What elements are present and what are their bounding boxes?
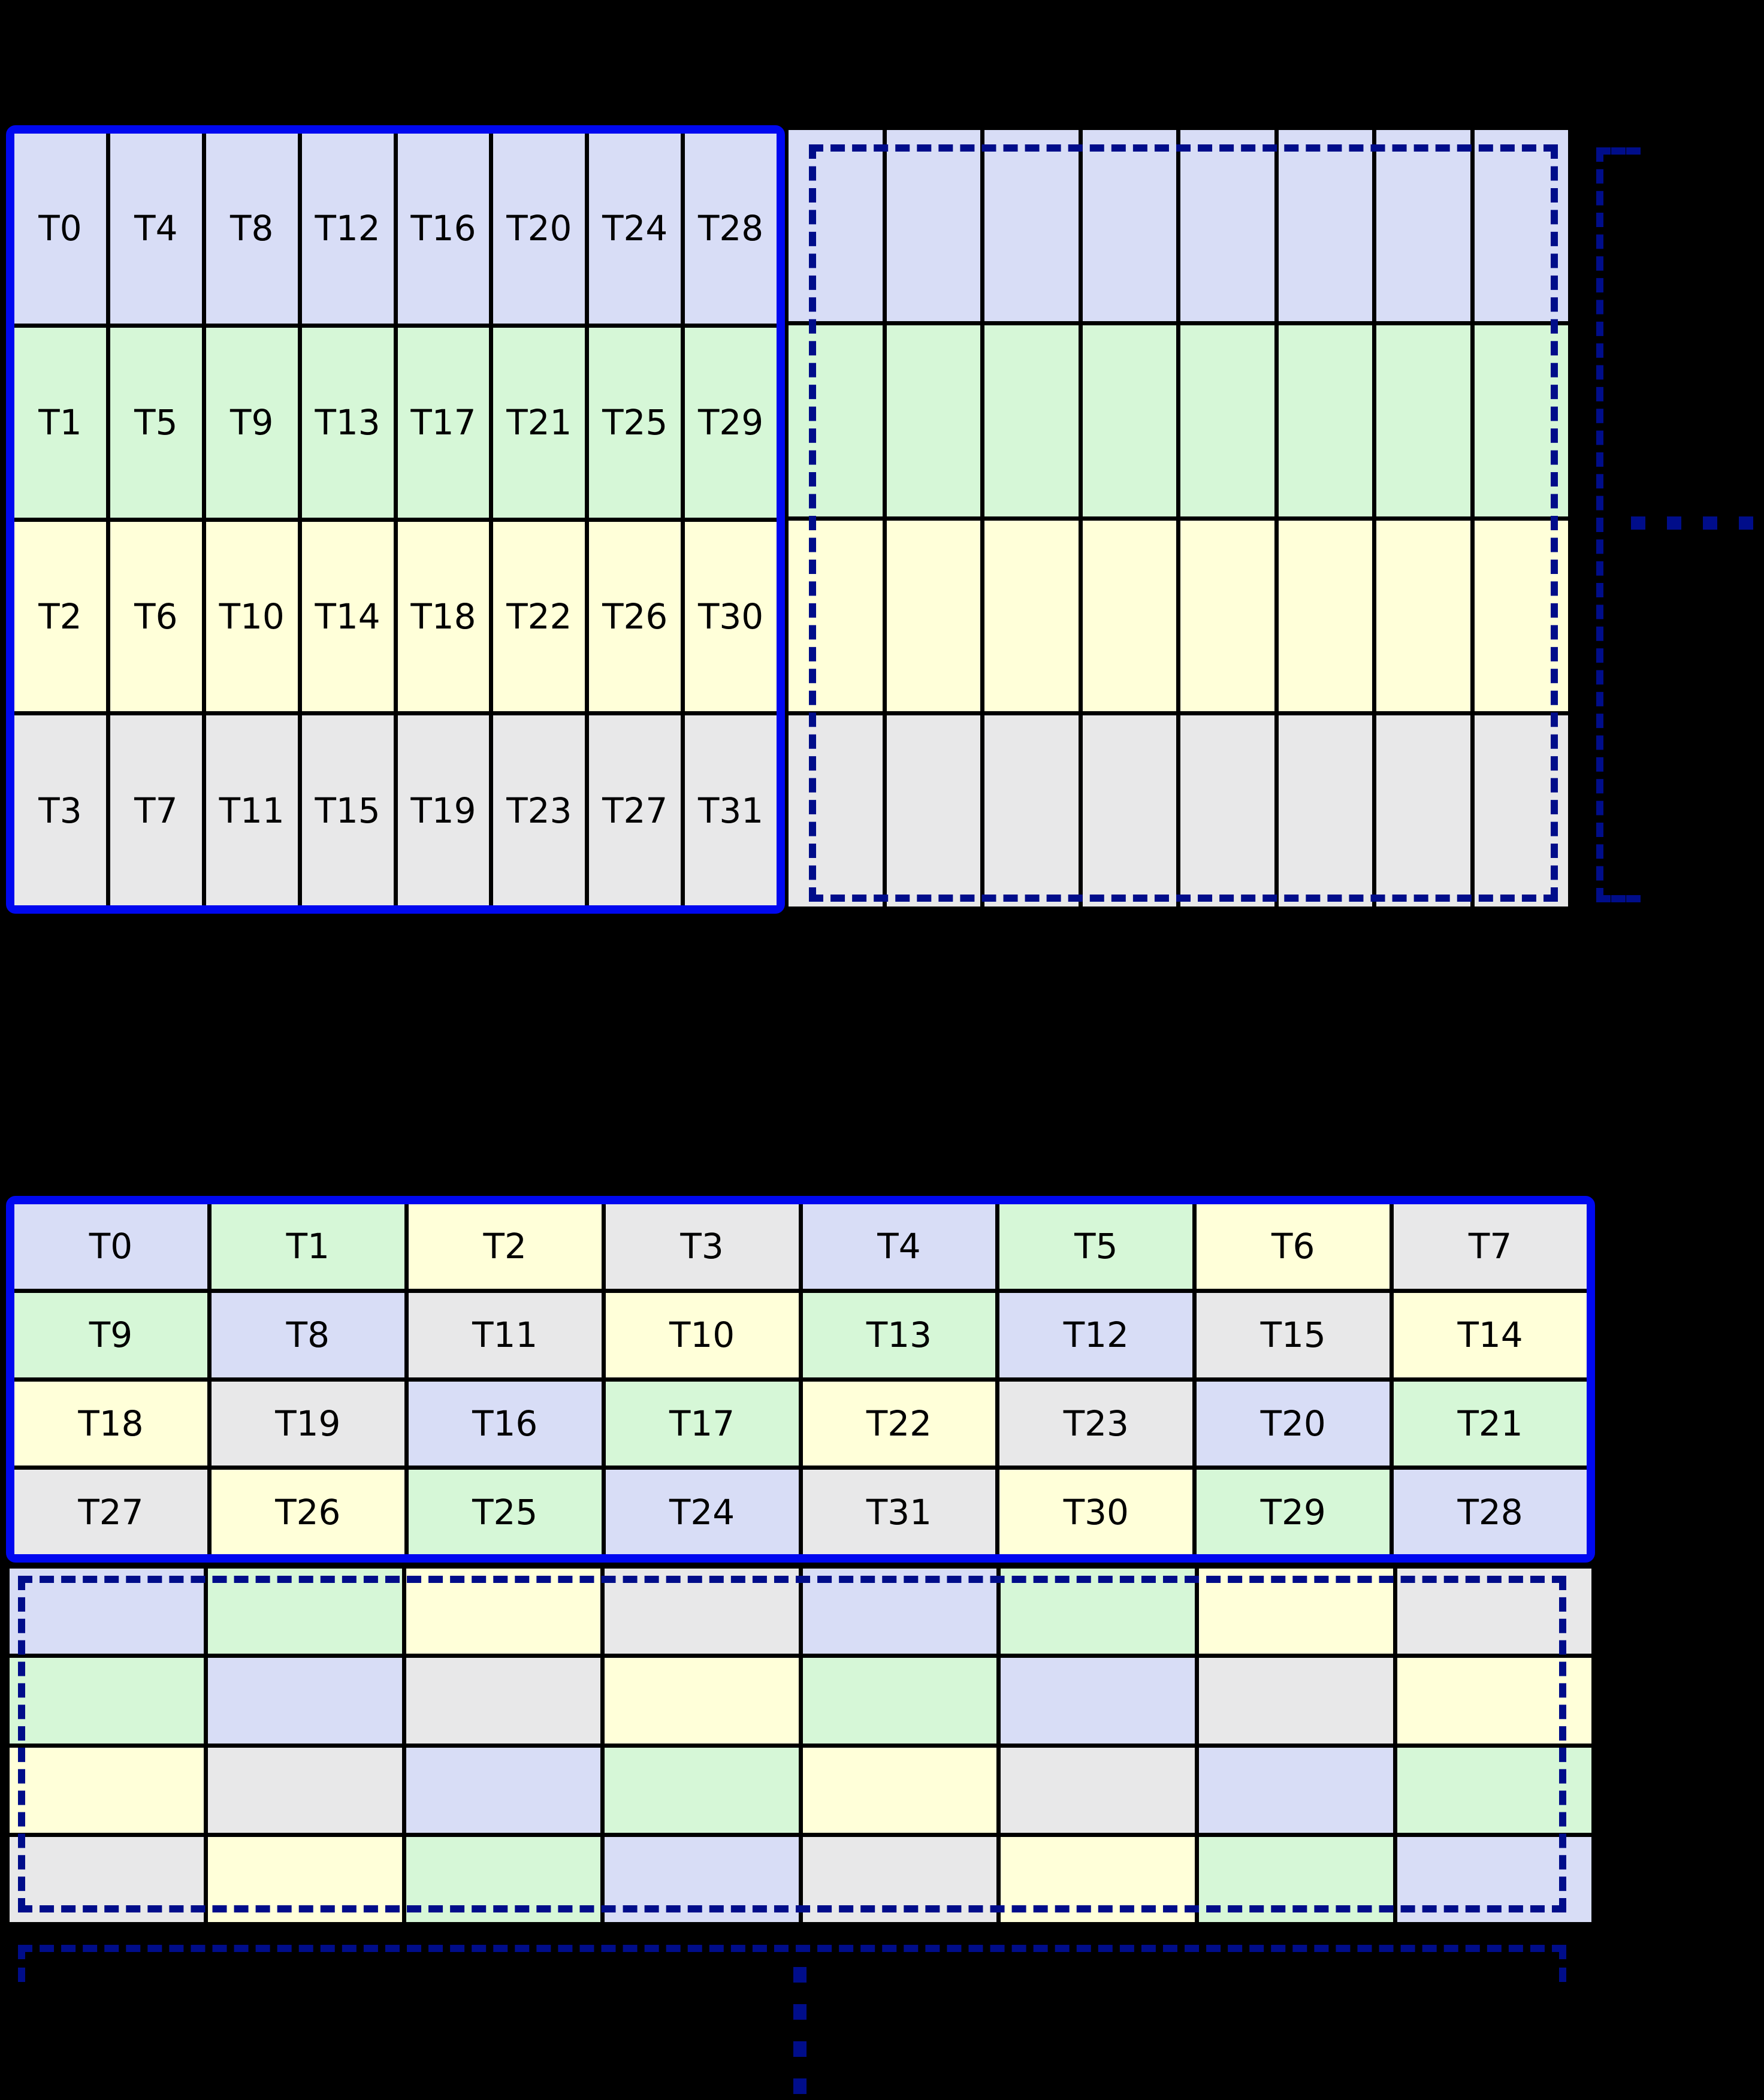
- thread-cell: T17: [398, 328, 490, 518]
- thread-cell: T7: [1394, 1204, 1587, 1289]
- thread-cell: T23: [999, 1382, 1192, 1466]
- thread-cell: T20: [1197, 1382, 1390, 1466]
- next-warp-dashed-outline: [809, 144, 1558, 902]
- thread-cell: T26: [589, 522, 681, 712]
- thread-cell: T22: [803, 1382, 996, 1466]
- thread-cell: T27: [14, 1470, 207, 1554]
- thread-cell: T2: [409, 1204, 602, 1289]
- thread-cell: T26: [212, 1470, 404, 1554]
- thread-cell: T1: [212, 1204, 404, 1289]
- thread-cell: T15: [302, 715, 394, 905]
- thread-cell: T4: [803, 1204, 996, 1289]
- thread-cell: T10: [606, 1293, 799, 1377]
- thread-cell: T6: [110, 522, 202, 712]
- thread-cell: T5: [110, 328, 202, 518]
- thread-cell: T25: [589, 328, 681, 518]
- thread-cell: T0: [14, 134, 106, 324]
- thread-cell: T27: [589, 715, 681, 905]
- thread-cell: T20: [493, 134, 585, 324]
- thread-cell: T12: [302, 134, 394, 324]
- thread-cell: T19: [398, 715, 490, 905]
- thread-cell: T13: [302, 328, 394, 518]
- right-continuation-dots: [1631, 516, 1764, 530]
- thread-cell: T16: [398, 134, 490, 324]
- thread-cell: T18: [398, 522, 490, 712]
- thread-cell: T29: [685, 328, 777, 518]
- thread-cell: T7: [110, 715, 202, 905]
- thread-cell: T13: [803, 1293, 996, 1377]
- thread-cell: T29: [1197, 1470, 1390, 1554]
- thread-cell: T0: [14, 1204, 207, 1289]
- thread-cell: T3: [14, 715, 106, 905]
- thread-cell: T30: [685, 522, 777, 712]
- bottom-continuation-bracket: [18, 1945, 1566, 1982]
- thread-cell: T5: [999, 1204, 1192, 1289]
- thread-cell: T9: [14, 1293, 207, 1377]
- thread-cell: T2: [14, 522, 106, 712]
- thread-cell: T15: [1197, 1293, 1390, 1377]
- thread-cell: T21: [493, 328, 585, 518]
- thread-cell: T6: [1197, 1204, 1390, 1289]
- thread-cell: T11: [206, 715, 298, 905]
- thread-cell: T28: [1394, 1470, 1587, 1554]
- thread-cell: T25: [409, 1470, 602, 1554]
- thread-cell: T14: [302, 522, 394, 712]
- bottom-continuation-dots: [793, 1967, 807, 2099]
- thread-cell: T1: [14, 328, 106, 518]
- thread-cell: T31: [803, 1470, 996, 1554]
- thread-cell: T9: [206, 328, 298, 518]
- thread-cell: T30: [999, 1470, 1192, 1554]
- thread-cell: T22: [493, 522, 585, 712]
- next-block-dashed-outline: [18, 1576, 1566, 1912]
- thread-cell: T19: [212, 1382, 404, 1466]
- thread-cell: T8: [212, 1293, 404, 1377]
- thread-cell: T28: [685, 134, 777, 324]
- thread-cell: T24: [606, 1470, 799, 1554]
- thread-cell: T14: [1394, 1293, 1587, 1377]
- thread-cell: T16: [409, 1382, 602, 1466]
- thread-cell: T11: [409, 1293, 602, 1377]
- thread-cell: T3: [606, 1204, 799, 1289]
- thread-cell: T24: [589, 134, 681, 324]
- thread-cell: T23: [493, 715, 585, 905]
- thread-cell: T4: [110, 134, 202, 324]
- thread-cell: T31: [685, 715, 777, 905]
- thread-cell: T17: [606, 1382, 799, 1466]
- thread-cell: T12: [999, 1293, 1192, 1377]
- top-grid: [6, 125, 785, 914]
- thread-cell: T10: [206, 522, 298, 712]
- thread-cell: T8: [206, 134, 298, 324]
- thread-cell: T21: [1394, 1382, 1587, 1466]
- thread-cell: T18: [14, 1382, 207, 1466]
- bottom-grid: [6, 1196, 1595, 1563]
